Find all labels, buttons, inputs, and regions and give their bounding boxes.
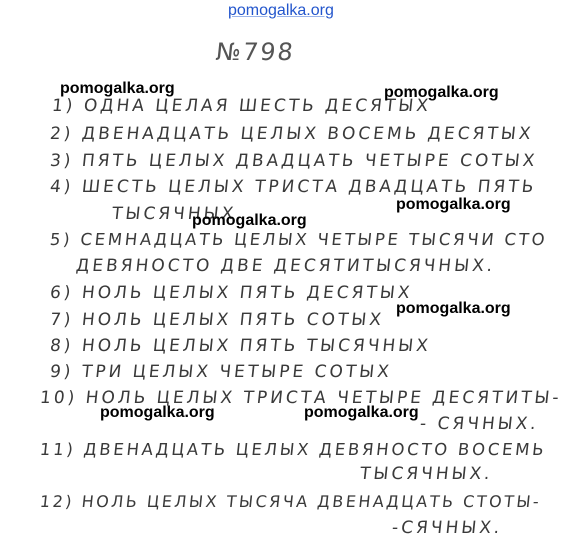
answer-line-7: 7) НОЛЬ ЦЕЛЫХ ПЯТЬ СОТЫХ	[48, 310, 386, 330]
answer-line-5-cont: ДЕВЯНОСТО ДВЕ ДЕСЯТИТЫСЯЧНЫХ.	[74, 256, 497, 276]
problem-number: №798	[214, 38, 297, 66]
answer-line-10-cont: - СЯЧНЫХ.	[418, 414, 540, 434]
header-watermark[interactable]: pomogalka.org	[228, 2, 334, 19]
answer-line-6: 6) НОЛЬ ЦЕЛЫХ ПЯТЬ ДЕСЯТЫХ	[48, 283, 414, 303]
watermark-6: pomogalka.org	[100, 404, 215, 421]
answer-line-11: 11) ДВЕНАДЦАТЬ ЦЕЛЫХ ДЕВЯНОСТО ВОСЕМЬ	[39, 440, 548, 459]
answer-line-1: 1) ОДНА ЦЕЛАЯ ШЕСТЬ ДЕСЯТЫХ	[50, 96, 432, 116]
answer-line-12: 12) НОЛЬ ЦЕЛЫХ ТЫСЯЧА ДВЕНАДЦАТЬ СТОТЫ-	[39, 492, 543, 511]
watermark-3: pomogalka.org	[396, 196, 511, 213]
answer-line-5: 5) СЕМНАДЦАТЬ ЦЕЛЫХ ЧЕТЫРЕ ТЫСЯЧИ СТО	[49, 230, 549, 249]
answer-line-10: 10) НОЛЬ ЦЕЛЫХ ТРИСТА ЧЕТЫРЕ ДЕСЯТИТЫ-	[38, 388, 563, 408]
watermark-5: pomogalka.org	[396, 300, 511, 317]
watermark-2: pomogalka.org	[384, 84, 499, 101]
answer-line-4: 4) ШЕСТЬ ЦЕЛЫХ ТРИСТА ДВАДЦАТЬ ПЯТЬ	[48, 177, 538, 197]
watermark-7: pomogalka.org	[304, 404, 419, 421]
answer-line-9: 9) ТРИ ЦЕЛЫХ ЧЕТЫРЕ СОТЫХ	[48, 362, 393, 382]
answer-line-3: 3) ПЯТЬ ЦЕЛЫХ ДВАДЦАТЬ ЧЕТЫРЕ СОТЫХ	[48, 151, 539, 171]
answer-line-11-cont: ТЫСЯЧНЫХ.	[358, 464, 494, 484]
answer-line-4-cont: ТЫСЯЧНЫХ	[110, 204, 238, 224]
watermark-4: pomogalka.org	[192, 212, 307, 229]
answer-line-2: 2) ДВЕНАДЦАТЬ ЦЕЛЫХ ВОСЕМЬ ДЕСЯТЫХ	[48, 124, 535, 144]
answer-line-8: 8) НОЛЬ ЦЕЛЫХ ПЯТЬ ТЫСЯЧНЫХ	[48, 336, 432, 356]
answer-line-12-cont: -СЯЧНЫХ.	[390, 518, 504, 538]
watermark-1: pomogalka.org	[60, 80, 175, 97]
